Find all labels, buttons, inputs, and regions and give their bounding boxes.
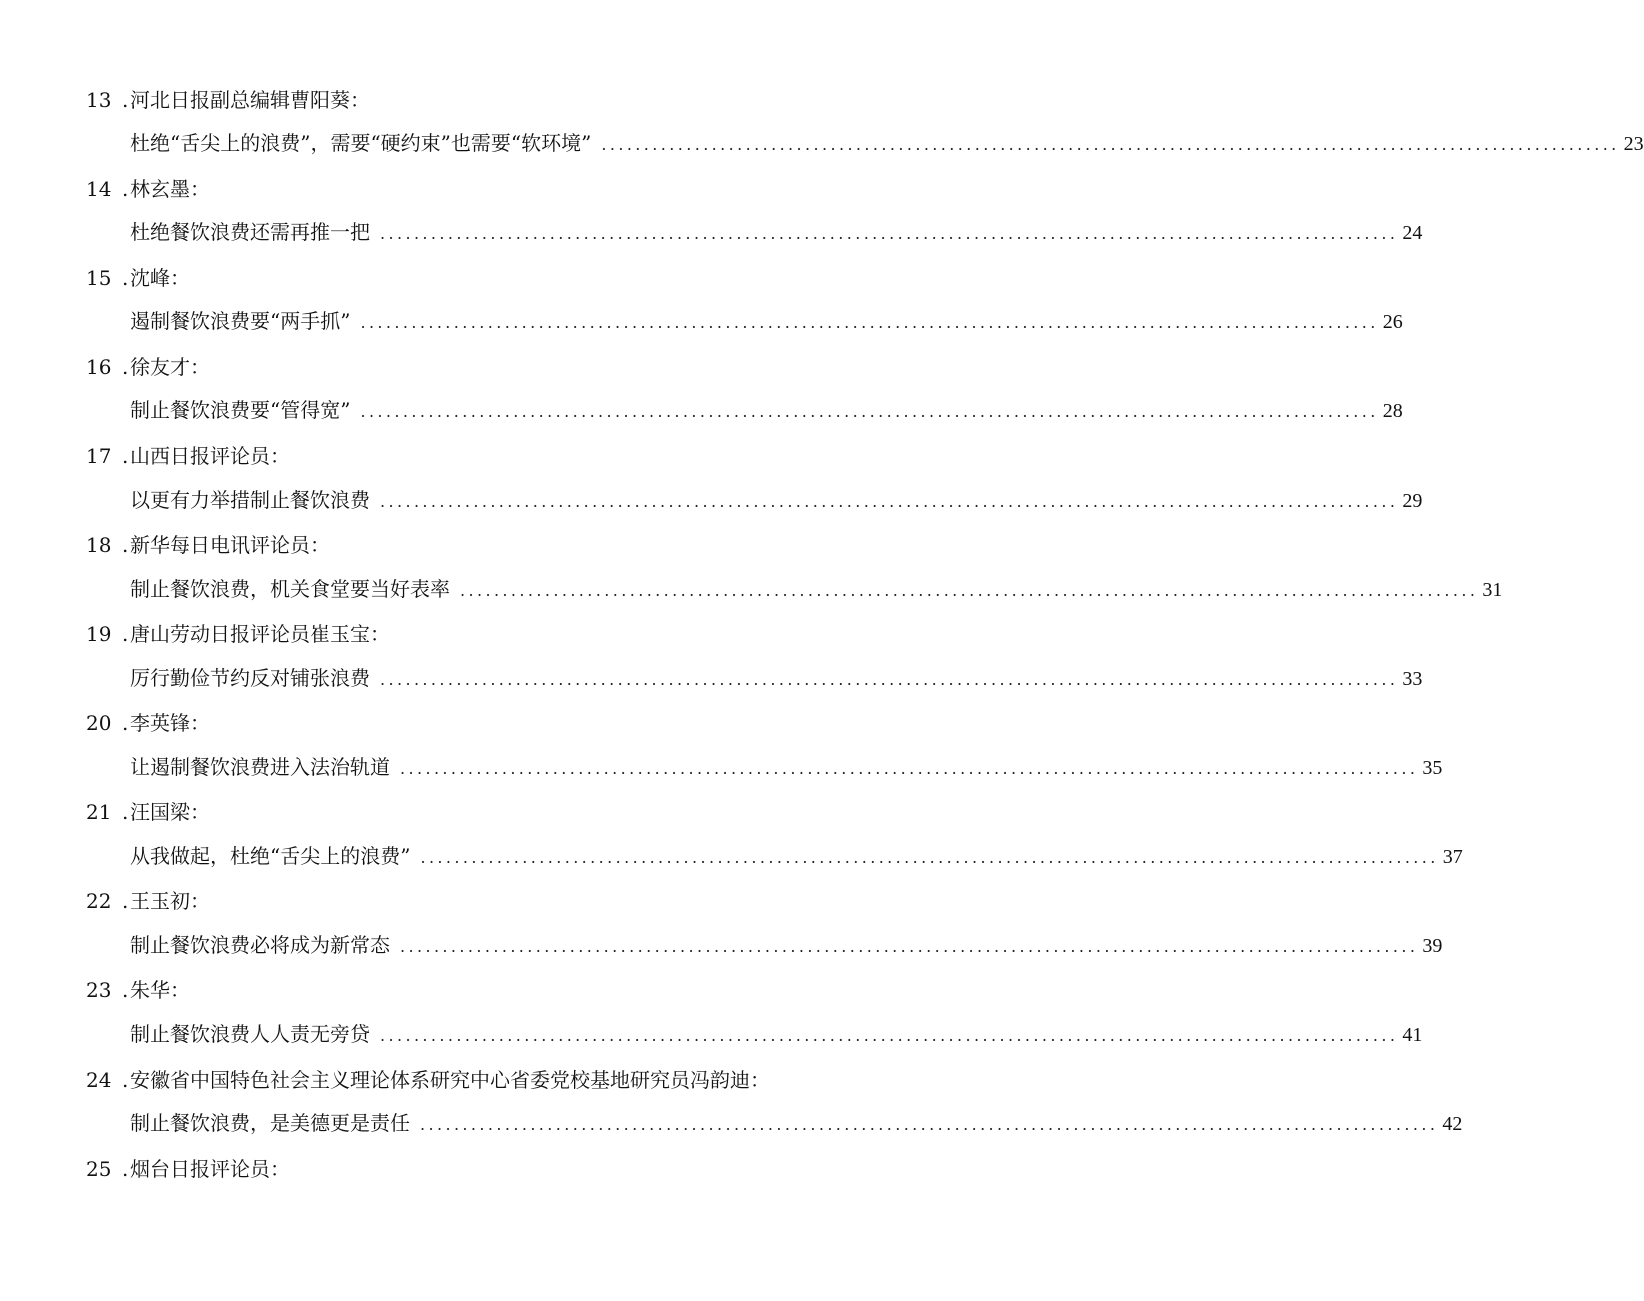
entry-title: 遏制餐饮浪费要“两手抓” [130,309,351,333]
dot-leader: ........................................................................................................................ [380,1026,1399,1045]
entry-author: 烟台日报评论员： [130,1157,290,1181]
entry-title: 从我做起，杜绝“舌尖上的浪费” [130,844,411,868]
toc-author-line [86,352,210,382]
toc-title-line[interactable] [130,663,1423,693]
dot-leader: ........................................................................................................................ [400,937,1419,956]
toc-title-line[interactable] [130,306,1403,336]
toc-author-line [86,975,190,1005]
entry-number: 20 [86,711,112,735]
dot-leader: ........................................................................................................................ [420,1115,1439,1134]
entry-author: 林玄墨： [130,177,210,201]
entry-page-number: 24 [1402,222,1423,244]
toc-author-line [86,1154,290,1184]
entry-author: 朱华： [130,978,190,1002]
toc-author-line [86,85,370,115]
toc-author-line [86,1065,770,1095]
entry-number: 19 [86,622,112,646]
dot-leader: ........................................................................................................................ [400,759,1419,778]
number-suffix: . [122,444,129,468]
entry-author: 山西日报评论员： [130,444,290,468]
toc-title-line[interactable] [130,841,1463,871]
toc-author-line [86,263,190,293]
entry-number: 23 [86,978,112,1002]
entry-author: 王玉初： [130,889,210,913]
dot-leader: ........................................................................................................................ [360,313,1379,332]
number-suffix: . [122,711,129,735]
entry-number: 18 [86,533,112,557]
toc-title-line[interactable] [130,1019,1423,1049]
dot-leader: ........................................................................................................................ [601,135,1620,154]
entry-title: 制止餐饮浪费，是美德更是责任 [130,1111,410,1135]
entry-author: 李英锋： [130,711,210,735]
toc-title-line[interactable] [130,1108,1463,1138]
entry-page-number: 41 [1402,1024,1423,1046]
dot-leader: ........................................................................................................................ [420,848,1439,867]
entry-number: 15 [86,266,112,290]
toc-title-line[interactable] [130,217,1423,247]
number-suffix: . [122,1157,129,1181]
entry-title: 制止餐饮浪费必将成为新常态 [130,933,390,957]
toc-title-line[interactable] [130,930,1443,960]
entry-title: 以更有力举措制止餐饮浪费 [130,488,370,512]
entry-number: 24 [86,1068,112,1092]
entry-title: 制止餐饮浪费要“管得宽” [130,398,351,422]
entry-page-number: 31 [1482,579,1503,601]
entry-author: 新华每日电讯评论员： [130,533,330,557]
entry-page-number: 39 [1422,935,1443,957]
toc-author-line [86,174,210,204]
toc-author-line [86,441,290,471]
number-suffix: . [122,533,129,557]
number-suffix: . [122,88,129,112]
entry-author: 安徽省中国特色社会主义理论体系研究中心省委党校基地研究员冯韵迪： [130,1068,770,1092]
toc-title-line[interactable] [130,395,1403,425]
toc-author-line [86,530,330,560]
entry-page-number: 29 [1402,490,1423,512]
dot-leader: ........................................................................................................................ [380,492,1399,511]
entry-page-number: 28 [1382,400,1403,422]
entry-title: 厉行勤俭节约反对铺张浪费 [130,666,370,690]
entry-author: 徐友才： [130,355,210,379]
dot-leader: ........................................................................................................................ [360,402,1379,421]
number-suffix: . [122,177,129,201]
entry-number: 22 [86,889,112,913]
entry-author: 沈峰： [130,266,190,290]
entry-title: 杜绝“舌尖上的浪费”，需要“硬约束”也需要“软环境” [130,131,592,155]
entry-page-number: 37 [1442,846,1463,868]
toc-author-line [86,619,390,649]
number-suffix: . [122,978,129,1002]
toc-title-line[interactable] [130,128,1644,158]
entry-page-number: 26 [1382,311,1403,333]
entry-page-number: 42 [1442,1113,1463,1135]
entry-page-number: 35 [1422,757,1443,779]
toc-title-line[interactable] [130,485,1423,515]
entry-title: 制止餐饮浪费人人责无旁贷 [130,1022,370,1046]
number-suffix: . [122,800,129,824]
entry-author: 唐山劳动日报评论员崔玉宝： [130,622,390,646]
number-suffix: . [122,889,129,913]
toc-title-line[interactable] [130,574,1503,604]
entry-title: 杜绝餐饮浪费还需再推一把 [130,220,370,244]
entry-number: 13 [86,88,112,112]
entry-title: 制止餐饮浪费，机关食堂要当好表率 [130,577,450,601]
number-suffix: . [122,266,129,290]
entry-author: 汪国梁： [130,800,210,824]
entry-title: 让遏制餐饮浪费进入法治轨道 [130,755,390,779]
dot-leader: ........................................................................................................................ [380,224,1399,243]
entry-number: 17 [86,444,112,468]
toc-title-line[interactable] [130,752,1443,782]
toc-author-line [86,797,210,827]
toc-author-line [86,886,210,916]
entry-page-number: 33 [1402,668,1423,690]
dot-leader: ........................................................................................................................ [380,670,1399,689]
entry-number: 14 [86,177,112,201]
entry-author: 河北日报副总编辑曹阳葵： [130,88,370,112]
entry-number: 16 [86,355,112,379]
dot-leader: ........................................................................................................................ [460,581,1479,600]
number-suffix: . [122,622,129,646]
entry-number: 25 [86,1157,112,1181]
number-suffix: . [122,1068,129,1092]
entry-page-number: 23 [1623,133,1644,155]
entry-number: 21 [86,800,112,824]
toc-author-line [86,708,210,738]
number-suffix: . [122,355,129,379]
